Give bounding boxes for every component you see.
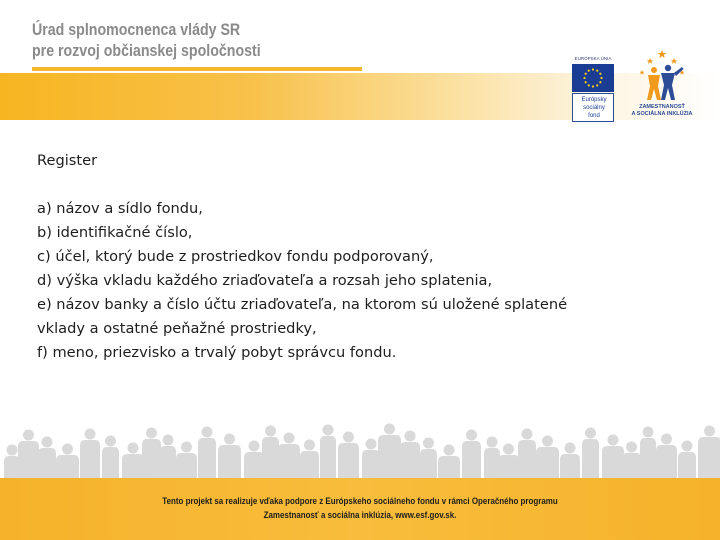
person-silhouette-head — [444, 445, 455, 456]
esf-label-line1: Európsky — [581, 97, 607, 103]
person-silhouette-head — [163, 435, 174, 446]
esf-label-box — [572, 93, 614, 122]
person-silhouette-head — [105, 436, 116, 447]
list-item: b) identifikačné číslo, — [37, 224, 193, 241]
person-silhouette-head — [405, 431, 416, 442]
person-silhouette-body — [698, 437, 720, 484]
esf-eu-label: EURÓPSKA ÚNIA — [574, 56, 612, 61]
person-silhouette-head — [487, 437, 498, 448]
person-silhouette-head — [323, 425, 334, 436]
list-item: c) účel, ktorý bude z prostriedkov fondu podporovaný, — [37, 248, 434, 265]
esf-label-line3: fond — [588, 113, 600, 119]
person-silhouette-head — [62, 444, 73, 455]
person-silhouette-head — [7, 445, 18, 456]
footer-notice — [61, 495, 659, 523]
person-silhouette-body — [320, 436, 336, 484]
person-silhouette-head — [249, 441, 260, 452]
person-silhouette-head — [85, 429, 96, 440]
footer-line2: Zamestnanosť a sociálna inklúzia, www.esf.gov.sk. — [263, 510, 457, 521]
person-silhouette-head — [423, 438, 434, 449]
person-silhouette-head — [128, 443, 139, 454]
footer-line1: Tento projekt sa realizuje vďaka podpore z Európskeho sociálneho fondu v rámci Operačného programu — [162, 496, 558, 507]
organization-title-line2: pre rozvoj občianskej spoločnosti — [32, 42, 261, 60]
person-silhouette-head — [42, 437, 53, 448]
zsi-logo — [628, 48, 696, 122]
section-heading: Register — [37, 152, 98, 169]
title-underline — [32, 67, 362, 71]
esf-logo — [570, 56, 616, 122]
person-silhouette-head — [23, 430, 34, 441]
person-silhouette-head — [608, 435, 619, 446]
person-silhouette-head — [146, 428, 157, 439]
person-silhouette-head — [265, 426, 276, 437]
person-silhouette-head — [384, 424, 395, 435]
zsi-label-line2: A SOCIÁLNA INKLÚZIA — [631, 111, 693, 117]
person-silhouette-head — [682, 441, 693, 452]
eu-star-icon — [588, 70, 590, 72]
eu-star-icon — [599, 81, 601, 83]
people-stars-icon — [628, 48, 696, 104]
list-item: d) výška vkladu každého zriaďovateľa a rozsah jeho splatenia, — [37, 272, 493, 289]
eu-star-icon — [583, 77, 585, 79]
eu-star-icon — [585, 81, 587, 83]
list-item: f) meno, priezvisko a trvalý pobyt správcu fondu. — [37, 344, 397, 361]
zsi-label — [628, 104, 696, 118]
person-silhouette-body — [262, 437, 279, 484]
eu-star-icon — [585, 73, 587, 75]
person-silhouette-head — [202, 427, 213, 438]
person-silhouette-head — [503, 444, 514, 455]
eu-star-icon — [600, 77, 602, 79]
eu-star-icon — [596, 70, 598, 72]
person-silhouette-head — [343, 432, 354, 443]
person-silhouette-head — [224, 434, 235, 445]
crowd-silhouettes-image — [0, 418, 720, 484]
eu-star-icon — [592, 85, 594, 87]
person-silhouette-head — [643, 427, 654, 438]
person-silhouette-body — [378, 435, 401, 484]
slide-content — [37, 149, 677, 365]
eu-star-icon — [596, 84, 598, 86]
organization-title — [32, 20, 261, 62]
person-silhouette-head — [181, 442, 192, 453]
esf-label-line2: sociálny — [583, 105, 605, 111]
person-silhouette-head — [542, 436, 553, 447]
person-silhouette-head — [585, 428, 596, 439]
zsi-label-line1: ZAMESTNANOSŤ — [639, 104, 685, 110]
person-silhouette-head — [661, 434, 672, 445]
eu-star-icon — [588, 84, 590, 86]
list-item: vklady a ostatné peňažné prostriedky, — [37, 320, 317, 337]
list-item: e) názov banky a číslo účtu zriaďovateľa, na ktorom sú uložené splatené — [37, 296, 568, 313]
esf-label — [576, 96, 612, 120]
person-silhouette-head — [626, 442, 637, 453]
person-silhouette-head — [466, 430, 477, 441]
organization-title-line1: Úrad splnomocnenca vlády SR — [32, 21, 241, 39]
list-item: a) názov a sídlo fondu, — [37, 200, 203, 217]
person-silhouette-head — [565, 443, 576, 454]
person-silhouette-head — [366, 439, 377, 450]
person-silhouette-head — [704, 426, 715, 437]
person-silhouette-head — [284, 433, 295, 444]
eu-flag-icon — [572, 64, 614, 92]
eu-star-icon — [592, 68, 594, 70]
eu-star-icon — [599, 73, 601, 75]
person-silhouette-head — [304, 440, 315, 451]
person-silhouette-head — [522, 429, 533, 440]
